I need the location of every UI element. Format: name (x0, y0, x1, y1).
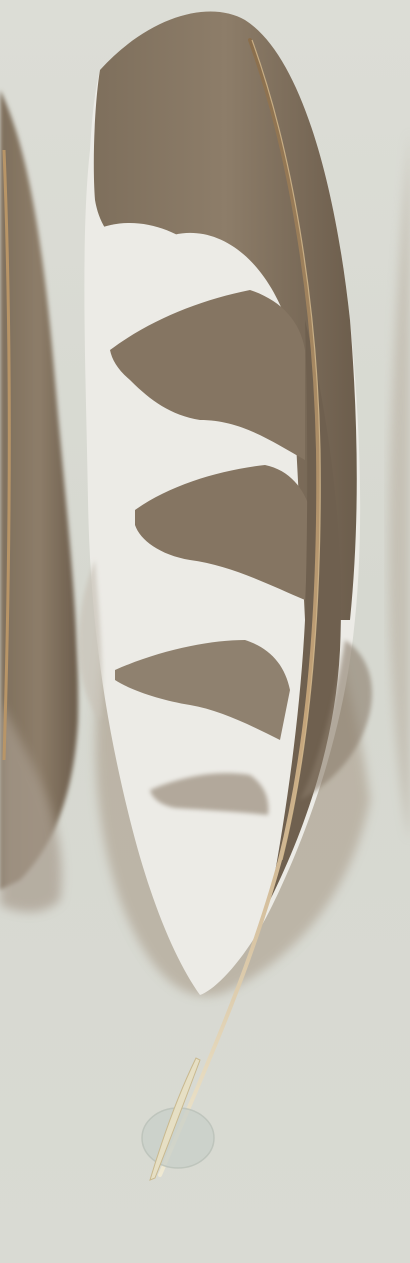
left-feather (0, 90, 78, 912)
right-feather-edge (389, 130, 410, 840)
main-feather (79, 12, 372, 1180)
